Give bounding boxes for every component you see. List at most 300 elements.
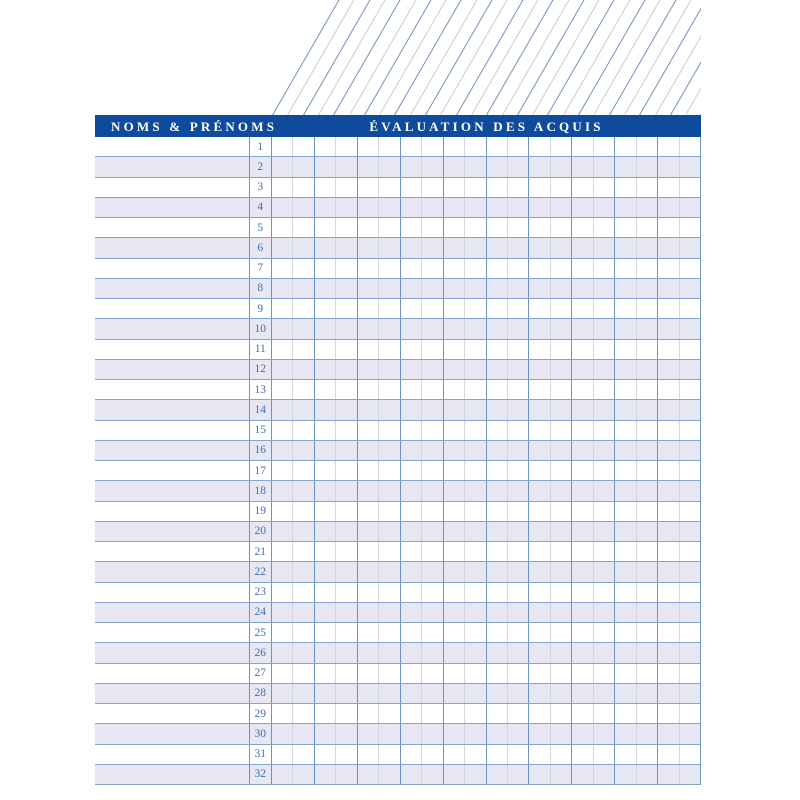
evaluation-cell	[336, 603, 357, 622]
evaluation-cell	[336, 421, 357, 440]
evaluation-cell	[551, 218, 572, 237]
evaluation-cell	[379, 238, 400, 257]
evaluation-cell	[572, 562, 593, 581]
evaluation-cell	[529, 421, 550, 440]
evaluation-cell	[422, 522, 443, 541]
name-cell	[95, 745, 249, 764]
evaluation-cell	[379, 745, 400, 764]
evaluation-cell	[336, 684, 357, 703]
evaluation-cell	[358, 745, 379, 764]
evaluation-cell	[444, 583, 465, 602]
evaluation-cell	[615, 704, 636, 723]
evaluation-cell	[529, 319, 550, 338]
evaluation-cell	[272, 562, 293, 581]
evaluation-cell	[658, 319, 679, 338]
evaluation-cell	[615, 583, 636, 602]
table-row	[95, 664, 701, 684]
evaluation-cell	[315, 704, 336, 723]
evaluation-cell	[572, 400, 593, 419]
evaluation-cell	[272, 623, 293, 642]
row-number: 5	[249, 218, 273, 237]
hatch-line-gray	[287, 0, 355, 115]
evaluation-cell	[551, 664, 572, 683]
evaluation-cell	[358, 542, 379, 561]
evaluation-cell	[465, 745, 486, 764]
evaluation-cell	[422, 319, 443, 338]
evaluation-cell	[594, 238, 615, 257]
evaluation-cell	[508, 198, 529, 217]
evaluation-cell	[358, 765, 379, 784]
evaluation-cell	[379, 137, 400, 156]
evaluation-cell	[551, 542, 572, 561]
evaluation-cell	[379, 643, 400, 662]
evaluation-cell	[401, 461, 422, 480]
evaluation-cell	[444, 643, 465, 662]
evaluation-cell	[637, 583, 658, 602]
evaluation-cell	[637, 481, 658, 500]
evaluation-cell	[680, 279, 701, 298]
evaluation-cell	[336, 380, 357, 399]
evaluation-cell	[315, 603, 336, 622]
evaluation-cell	[444, 137, 465, 156]
evaluation-cell	[551, 481, 572, 500]
evaluation-cell	[637, 502, 658, 521]
evaluation-cell	[529, 562, 550, 581]
evaluation-cell	[465, 481, 486, 500]
evaluation-cell	[379, 664, 400, 683]
evaluation-cell	[594, 259, 615, 278]
evaluation-cell	[680, 481, 701, 500]
evaluation-cell	[293, 157, 314, 176]
evaluation-cell	[444, 400, 465, 419]
evaluation-cell	[658, 299, 679, 318]
evaluation-cell	[444, 238, 465, 257]
evaluation-cell	[658, 704, 679, 723]
evaluation-cell	[487, 643, 508, 662]
evaluation-cell	[680, 542, 701, 561]
evaluation-cell	[272, 481, 293, 500]
table-row	[95, 340, 701, 360]
evaluation-cell	[594, 380, 615, 399]
evaluation-cell	[401, 178, 422, 197]
evaluation-cell	[508, 380, 529, 399]
evaluation-cell	[487, 623, 508, 642]
evaluation-cell	[508, 664, 529, 683]
evaluation-cell	[401, 481, 422, 500]
evaluation-cell	[615, 684, 636, 703]
evaluation-cell	[465, 178, 486, 197]
evaluation-cell	[422, 542, 443, 561]
evaluation-cell	[401, 340, 422, 359]
name-cell	[95, 522, 249, 541]
evaluation-cell	[637, 218, 658, 237]
evaluation-cell	[529, 664, 550, 683]
evaluation-cell	[529, 542, 550, 561]
evaluation-cell	[615, 623, 636, 642]
evaluation-cell	[615, 279, 636, 298]
table-row	[95, 603, 701, 623]
evaluation-cell	[293, 380, 314, 399]
evaluation-cell	[680, 704, 701, 723]
table-row	[95, 724, 701, 744]
evaluation-cell	[272, 765, 293, 784]
evaluation-cell	[293, 178, 314, 197]
evaluation-cell	[315, 684, 336, 703]
evaluation-cell	[615, 481, 636, 500]
evaluation-cell	[315, 461, 336, 480]
evaluation-cell	[637, 279, 658, 298]
row-number: 19	[249, 502, 273, 521]
evaluation-cell	[465, 259, 486, 278]
evaluation-cell	[487, 360, 508, 379]
name-cell	[95, 562, 249, 581]
evaluation-cell	[401, 724, 422, 743]
evaluation-cell	[487, 704, 508, 723]
evaluation-cell	[315, 299, 336, 318]
evaluation-cell	[637, 178, 658, 197]
table-row	[95, 400, 701, 420]
evaluation-cell	[293, 704, 314, 723]
evaluation-cell	[572, 421, 593, 440]
evaluation-cell	[444, 481, 465, 500]
evaluation-cell	[615, 157, 636, 176]
evaluation-cell	[508, 461, 529, 480]
evaluation-cell	[572, 360, 593, 379]
evaluation-cell	[551, 643, 572, 662]
evaluation-cell	[637, 380, 658, 399]
evaluation-cell	[594, 603, 615, 622]
evaluation-cell	[680, 461, 701, 480]
table-row	[95, 238, 701, 258]
evaluation-cell	[637, 319, 658, 338]
evaluation-cell	[551, 583, 572, 602]
evaluation-cell	[551, 522, 572, 541]
name-cell	[95, 259, 249, 278]
evaluation-cell	[680, 137, 701, 156]
row-number: 25	[249, 623, 273, 642]
evaluation-cell	[637, 522, 658, 541]
evaluation-cell	[658, 603, 679, 622]
evaluation-cell	[358, 502, 379, 521]
evaluation-cell	[379, 623, 400, 642]
evaluation-cell	[594, 198, 615, 217]
row-number: 23	[249, 583, 273, 602]
evaluation-cell	[379, 340, 400, 359]
evaluation-cell	[594, 441, 615, 460]
evaluation-cell	[358, 360, 379, 379]
evaluation-cell	[465, 542, 486, 561]
evaluation-cell	[637, 157, 658, 176]
evaluation-cell	[615, 603, 636, 622]
evaluation-cell	[293, 481, 314, 500]
evaluation-cell	[465, 279, 486, 298]
row-number: 13	[249, 380, 273, 399]
evaluation-cell	[358, 704, 379, 723]
table-row	[95, 522, 701, 542]
evaluation-cell	[658, 137, 679, 156]
table-row	[95, 441, 701, 461]
name-cell	[95, 178, 249, 197]
evaluation-cell	[680, 319, 701, 338]
evaluation-cell	[422, 461, 443, 480]
evaluation-cell	[658, 562, 679, 581]
evaluation-cell	[422, 259, 443, 278]
evaluation-cell	[315, 380, 336, 399]
name-cell	[95, 664, 249, 683]
row-number: 24	[249, 603, 273, 622]
evaluation-cell	[315, 664, 336, 683]
evaluation-cell	[379, 299, 400, 318]
evaluation-cell	[336, 238, 357, 257]
evaluation-cell	[444, 522, 465, 541]
evaluation-cell	[529, 684, 550, 703]
evaluation-cell	[336, 542, 357, 561]
evaluation-cell	[508, 218, 529, 237]
evaluation-cell	[572, 218, 593, 237]
hatch-line-blue	[303, 0, 371, 115]
evaluation-cell	[529, 583, 550, 602]
evaluation-cell	[487, 481, 508, 500]
evaluation-cell	[465, 421, 486, 440]
evaluation-cell	[508, 481, 529, 500]
evaluation-cell	[637, 198, 658, 217]
evaluation-cell	[551, 603, 572, 622]
evaluation-cell	[379, 522, 400, 541]
row-number: 20	[249, 522, 273, 541]
evaluation-cell	[680, 502, 701, 521]
evaluation-cell	[680, 400, 701, 419]
evaluation-cell	[444, 704, 465, 723]
evaluation-cell	[658, 178, 679, 197]
evaluation-cell	[336, 319, 357, 338]
evaluation-cell	[272, 745, 293, 764]
evaluation-cell	[293, 340, 314, 359]
evaluation-cell	[336, 623, 357, 642]
evaluation-cell	[444, 340, 465, 359]
name-cell	[95, 299, 249, 318]
evaluation-cell	[422, 360, 443, 379]
evaluation-cell	[572, 623, 593, 642]
evaluation-cell	[680, 603, 701, 622]
evaluation-cell	[572, 279, 593, 298]
evaluation-cell	[465, 218, 486, 237]
name-cell	[95, 684, 249, 703]
table-row	[95, 461, 701, 481]
evaluation-cell	[293, 299, 314, 318]
evaluation-cell	[379, 562, 400, 581]
name-cell	[95, 583, 249, 602]
evaluation-cell	[487, 664, 508, 683]
evaluation-cell	[572, 157, 593, 176]
table-row	[95, 299, 701, 319]
evaluation-cell	[658, 238, 679, 257]
evaluation-cell	[422, 623, 443, 642]
evaluation-cell	[401, 360, 422, 379]
evaluation-cell	[293, 745, 314, 764]
row-number: 14	[249, 400, 273, 419]
evaluation-cell	[551, 319, 572, 338]
evaluation-cell	[465, 360, 486, 379]
evaluation-cell	[422, 502, 443, 521]
evaluation-cell	[508, 400, 529, 419]
evaluation-cell	[658, 765, 679, 784]
evaluation-cell	[336, 562, 357, 581]
evaluation-cell	[465, 319, 486, 338]
row-number: 18	[249, 481, 273, 500]
evaluation-cell	[551, 178, 572, 197]
table-row	[95, 319, 701, 339]
name-cell	[95, 542, 249, 561]
evaluation-cell	[594, 481, 615, 500]
evaluation-cell	[336, 704, 357, 723]
evaluation-cell	[422, 137, 443, 156]
evaluation-cell	[272, 218, 293, 237]
row-number: 28	[249, 684, 273, 703]
evaluation-cell	[401, 623, 422, 642]
evaluation-cell	[487, 178, 508, 197]
name-cell	[95, 218, 249, 237]
evaluation-cell	[272, 441, 293, 460]
evaluation-cell	[315, 259, 336, 278]
evaluation-cell	[529, 603, 550, 622]
evaluation-cell	[444, 765, 465, 784]
name-cell	[95, 380, 249, 399]
evaluation-cell	[508, 623, 529, 642]
evaluation-cell	[315, 522, 336, 541]
evaluation-cell	[293, 319, 314, 338]
evaluation-cell	[465, 623, 486, 642]
evaluation-cell	[508, 765, 529, 784]
evaluation-cell	[336, 664, 357, 683]
evaluation-cell	[315, 198, 336, 217]
evaluation-cell	[422, 178, 443, 197]
table-row	[95, 684, 701, 704]
evaluation-cell	[272, 157, 293, 176]
evaluation-cell	[422, 421, 443, 440]
evaluation-cell	[658, 724, 679, 743]
evaluation-cell	[401, 157, 422, 176]
evaluation-cell	[615, 724, 636, 743]
evaluation-cell	[572, 664, 593, 683]
evaluation-cell	[594, 643, 615, 662]
evaluation-cell	[487, 198, 508, 217]
evaluation-cell	[680, 157, 701, 176]
evaluation-cell	[637, 441, 658, 460]
evaluation-cell	[272, 279, 293, 298]
evaluation-cell	[379, 603, 400, 622]
evaluation-cell	[551, 137, 572, 156]
evaluation-cell	[336, 360, 357, 379]
evaluation-cell	[272, 299, 293, 318]
evaluation-cell	[529, 643, 550, 662]
evaluation-cell	[465, 340, 486, 359]
hatch-line-blue	[700, 0, 701, 115]
row-number: 29	[249, 704, 273, 723]
evaluation-cell	[551, 340, 572, 359]
evaluation-cell	[529, 198, 550, 217]
evaluation-cell	[465, 238, 486, 257]
evaluation-cell	[401, 218, 422, 237]
evaluation-cell	[529, 218, 550, 237]
evaluation-cell	[358, 137, 379, 156]
evaluation-cell	[422, 664, 443, 683]
evaluation-cell	[336, 724, 357, 743]
evaluation-cell	[422, 745, 443, 764]
evaluation-cell	[572, 643, 593, 662]
evaluation-cell	[422, 400, 443, 419]
evaluation-cell	[422, 441, 443, 460]
row-number: 12	[249, 360, 273, 379]
evaluation-cell	[637, 765, 658, 784]
evaluation-cell	[336, 583, 357, 602]
evaluation-cell	[508, 279, 529, 298]
evaluation-cell	[615, 441, 636, 460]
evaluation-cell	[465, 643, 486, 662]
evaluation-cell	[336, 400, 357, 419]
evaluation-cell	[594, 400, 615, 419]
evaluation-cell	[529, 623, 550, 642]
evaluation-cell	[637, 745, 658, 764]
evaluation-cell	[358, 684, 379, 703]
evaluation-cell	[444, 724, 465, 743]
evaluation-cell	[487, 340, 508, 359]
evaluation-cell	[594, 340, 615, 359]
table-row	[95, 157, 701, 177]
evaluation-cell	[272, 198, 293, 217]
evaluation-cell	[487, 583, 508, 602]
evaluation-cell	[293, 279, 314, 298]
evaluation-cell	[487, 502, 508, 521]
name-cell	[95, 502, 249, 521]
evaluation-cell	[272, 340, 293, 359]
evaluation-cell	[379, 684, 400, 703]
evaluation-cell	[358, 603, 379, 622]
evaluation-cell	[508, 745, 529, 764]
evaluation-cell	[401, 299, 422, 318]
table-row	[95, 704, 701, 724]
evaluation-cell	[487, 522, 508, 541]
evaluation-cell	[336, 481, 357, 500]
evaluation-cell	[529, 704, 550, 723]
evaluation-cell	[572, 502, 593, 521]
evaluation-cell	[637, 724, 658, 743]
evaluation-cell	[422, 765, 443, 784]
evaluation-cell	[336, 198, 357, 217]
evaluation-cell	[680, 623, 701, 642]
evaluation-cell	[658, 643, 679, 662]
name-cell	[95, 400, 249, 419]
evaluation-cell	[444, 542, 465, 561]
evaluation-cell	[572, 583, 593, 602]
evaluation-cell	[465, 562, 486, 581]
evaluation-cell	[487, 745, 508, 764]
evaluation-cell	[444, 664, 465, 683]
evaluation-cell	[336, 340, 357, 359]
evaluation-cell	[401, 603, 422, 622]
evaluation-cell	[358, 157, 379, 176]
evaluation-cell	[487, 380, 508, 399]
evaluation-cell	[401, 421, 422, 440]
evaluation-cell	[444, 299, 465, 318]
evaluation-cell	[401, 137, 422, 156]
name-cell	[95, 704, 249, 723]
evaluation-cell	[272, 542, 293, 561]
evaluation-cell	[444, 441, 465, 460]
evaluation-cell	[401, 704, 422, 723]
evaluation-cell	[615, 461, 636, 480]
evaluation-cell	[293, 603, 314, 622]
evaluation-cell	[615, 765, 636, 784]
